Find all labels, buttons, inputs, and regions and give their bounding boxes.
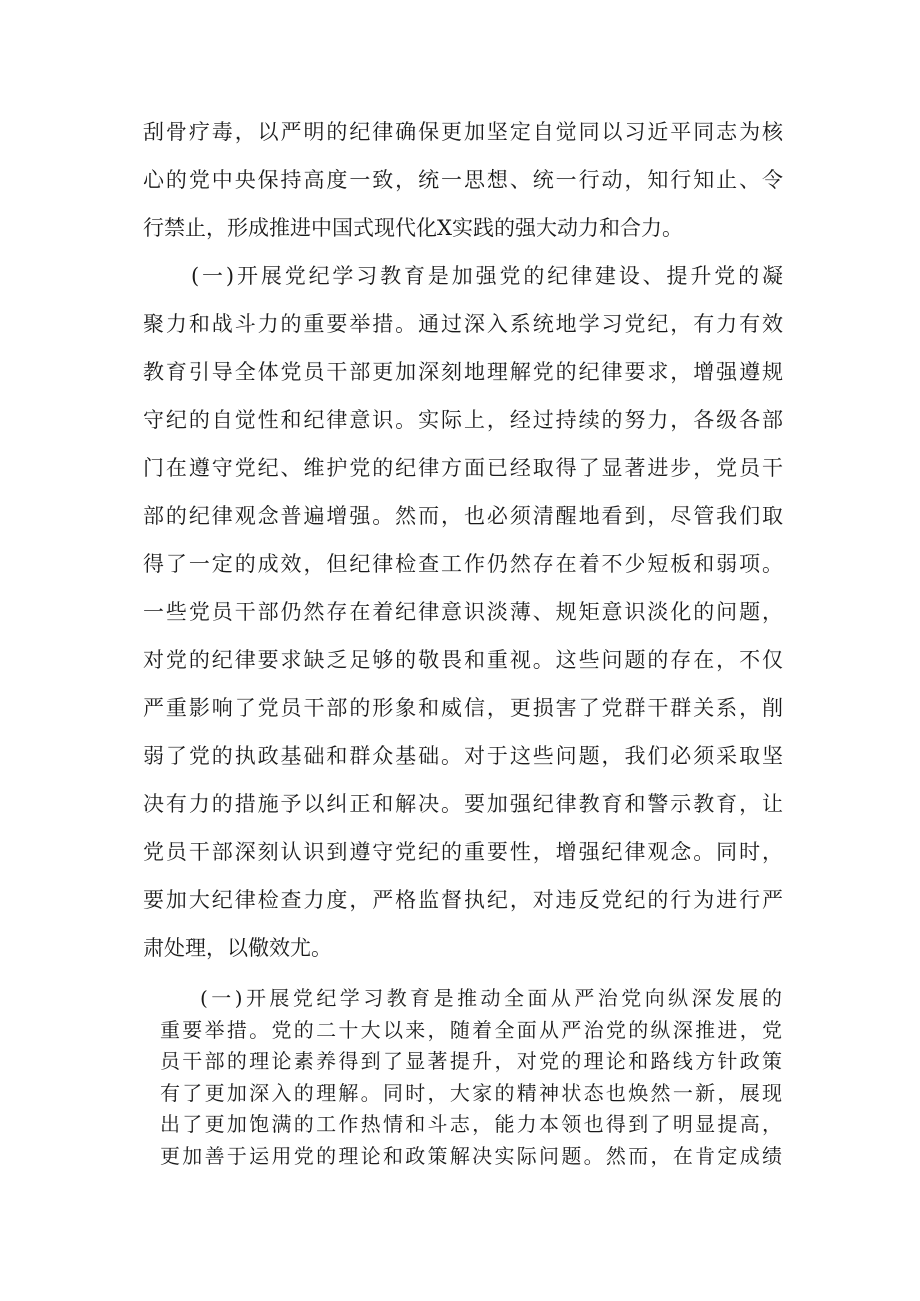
paragraph-line: 出了更加饱满的工作热情和斗志，能力本领也得到了明显提高， [160, 1112, 782, 1136]
continuation-paragraph [143, 108, 783, 252]
paragraph-line: 重要举措。党的二十大以来，随着全面从严治党的纵深推进，党 [160, 1017, 782, 1042]
paragraph-line: 更加善于运用党的理论和政策解决实际问题。然而，在肯定成绩 [160, 1143, 782, 1168]
paragraph-line: 聚力和战斗力的重要举措。通过深入系统地学习党纪，有力有效 [143, 312, 783, 336]
paragraph-line: 有了更加深入的理解。同时，大家的精神状态也焕然一新，展现 [160, 1080, 782, 1105]
paragraph-line: (一)开展党纪学习教育是加强党的纪律建设、提升党的凝 [191, 264, 783, 288]
paragraph-line: 刮骨疗毒，以严明的纪律确保更加坚定自觉同以习近平同志为核 [143, 120, 783, 144]
main-text-block [143, 108, 783, 972]
paragraph-line: 教育引导全体党员干部更加深刻地理解党的纪律要求，增强遵规 [143, 360, 783, 384]
paragraph-line: 要加大纪律检查力度，严格监督执纪，对违反党纪的行为进行严 [143, 888, 783, 912]
paragraph-line: 党员干部深刻认识到遵守党纪的重要性，增强纪律观念。同时， [143, 840, 783, 864]
paragraph-line: 守纪的自觉性和纪律意识。实际上，经过持续的努力，各级各部 [143, 408, 783, 432]
paragraph-line: 心的党中央保持高度一致，统一思想、统一行动，知行知止、令 [143, 168, 783, 192]
paragraph-line: 弱了党的执政基础和群众基础。对于这些问题，我们必须采取坚 [143, 744, 783, 768]
section-1-paragraph [143, 252, 783, 972]
paragraph-line: 部的纪律观念普遍增强。然而，也必须清醒地看到，尽管我们取 [143, 504, 783, 528]
paragraph-line: 严重影响了党员干部的形象和威信，更损害了党群干群关系，削 [143, 696, 783, 720]
section-2-paragraph [160, 983, 782, 1172]
paragraph-line: 肃处理，以儆效尤。 [143, 936, 332, 960]
paragraph-line: 行禁止，形成推进中国式现代化X实践的强大动力和合力。 [143, 216, 683, 240]
paragraph-line: 决有力的措施予以纠正和解决。要加强纪律教育和警示教育，让 [143, 792, 783, 816]
paragraph-line: 员干部的理论素养得到了显著提升，对党的理论和路线方针政策 [160, 1049, 782, 1073]
paragraph-line: 得了一定的成效，但纪律检查工作仍然存在着不少短板和弱项。 [143, 552, 783, 576]
paragraph-line: 一些党员干部仍然存在着纪律意识淡薄、规矩意识淡化的问题， [143, 600, 783, 624]
paragraph-line: 对党的纪律要求缺乏足够的敬畏和重视。这些问题的存在，不仅 [143, 648, 783, 672]
paragraph-line: 门在遵守党纪、维护党的纪律方面已经取得了显著进步，党员干 [143, 456, 783, 480]
paragraph-line: (一)开展党纪学习教育是推动全面从严治党向纵深发展的 [200, 986, 782, 1010]
